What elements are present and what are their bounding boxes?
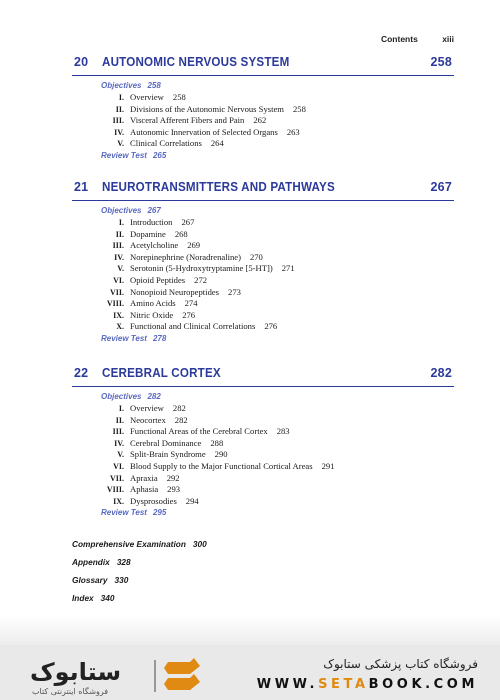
toc-entry[interactable]	[72, 240, 454, 252]
review-test-entry[interactable]	[101, 507, 454, 519]
toc-entry[interactable]	[72, 252, 454, 264]
entry-page: 290	[214, 449, 228, 460]
toc-entry[interactable]	[72, 438, 454, 450]
chapter-22	[72, 364, 454, 519]
review-page: 295	[152, 508, 167, 518]
entry-numeral: VIII.	[106, 485, 124, 495]
entry-title: Nonopioid Neuropeptides	[130, 286, 220, 297]
entry-title: Overview	[130, 92, 164, 102]
entry-page: 276	[182, 309, 196, 320]
svg-text:ستابوک: ستابوک	[30, 658, 122, 686]
entry-page: 293	[167, 484, 181, 495]
toc-entry[interactable]	[72, 310, 454, 322]
entry-page: 288	[210, 437, 224, 448]
entry-page: 262	[253, 115, 267, 126]
page-header	[359, 34, 454, 44]
backmatter-page: 328	[116, 557, 131, 567]
chapter-number: 21	[74, 180, 89, 194]
chapter-title: AUTONOMIC NERVOUS SYSTEM	[102, 55, 290, 69]
entry-page: 258	[172, 92, 186, 102]
entry-page: 274	[184, 298, 198, 309]
review-label: Review Test	[101, 333, 147, 343]
entry-title: Opioid Peptides	[130, 274, 186, 285]
section-list	[72, 217, 454, 333]
backmatter-label: Comprehensive Examination	[72, 539, 186, 549]
entry-title: Blood Supply to the Major Functional Cortical Areas	[130, 460, 313, 471]
entry-title: Apraxia	[130, 472, 158, 483]
chapter-page: 267	[430, 180, 452, 194]
entry-numeral: V.	[117, 450, 124, 460]
entry-title: Amino Acids	[130, 298, 176, 309]
backmatter-page: 300	[192, 539, 207, 549]
entry-title: Introduction	[130, 217, 173, 227]
entry-numeral: I.	[118, 404, 124, 413]
entry-numeral: IX.	[113, 310, 124, 320]
toc-entry[interactable]	[72, 275, 454, 287]
toc-entry[interactable]	[72, 461, 454, 473]
objectives-label: Objectives	[101, 392, 142, 401]
objectives-entry[interactable]	[101, 391, 454, 403]
entry-page: 258	[292, 103, 306, 114]
entry-page: 263	[286, 126, 300, 137]
objectives-page: 267	[147, 206, 161, 215]
entry-title: Dysprosodies	[130, 495, 177, 506]
entry-numeral: X.	[116, 322, 124, 332]
entry-numeral: VI.	[113, 461, 124, 471]
objectives-entry[interactable]	[101, 80, 454, 92]
chapter-title: CEREBRAL CORTEX	[102, 366, 221, 380]
objectives-entry[interactable]	[101, 205, 454, 217]
section-list	[72, 403, 454, 507]
backmatter-list	[72, 535, 207, 607]
backmatter-entry[interactable]	[72, 571, 207, 589]
review-test-entry[interactable]	[101, 150, 454, 162]
store-url-link[interactable]	[257, 677, 478, 692]
toc-entry[interactable]	[72, 287, 454, 299]
review-page: 278	[152, 333, 167, 343]
toc-entry[interactable]	[72, 321, 454, 333]
section-list	[72, 92, 454, 150]
entry-page: 271	[281, 263, 295, 274]
entry-numeral: III.	[112, 116, 124, 126]
entry-title: Acetylcholine	[130, 240, 179, 251]
entry-page: 276	[264, 321, 278, 332]
toc-entry[interactable]	[72, 473, 454, 485]
entry-numeral: III.	[112, 427, 124, 437]
logo-tagline: فروشگاه اینترنتی کتاب	[32, 687, 109, 696]
header-title: Contents	[380, 34, 418, 44]
entry-page: 282	[174, 414, 188, 425]
url-prefix: WWW.	[256, 677, 319, 692]
entry-title: Norepinephrine (Noradrenaline)	[130, 251, 241, 262]
toc-entry[interactable]	[72, 229, 454, 241]
toc-entry[interactable]	[72, 403, 454, 415]
backmatter-entry[interactable]	[72, 535, 207, 553]
chapter-20	[72, 53, 454, 162]
backmatter-label: Index	[72, 593, 94, 603]
entry-title: Serotonin (5-Hydroxytryptamine [5-HT])	[130, 263, 273, 274]
chapter-heading[interactable]	[72, 364, 454, 387]
chapter-21	[72, 178, 454, 345]
entry-numeral: IV.	[114, 252, 124, 262]
chapter-number: 20	[74, 55, 89, 69]
entry-numeral: II.	[115, 415, 124, 425]
entry-numeral: IV.	[114, 438, 124, 448]
chapter-number: 22	[74, 366, 89, 380]
entry-page: 272	[194, 274, 208, 285]
entry-page: 264	[210, 138, 224, 149]
entry-page: 282	[172, 403, 186, 413]
entry-title: Nitric Oxide	[130, 309, 174, 320]
objectives-page: 258	[147, 81, 161, 90]
entry-title: Functional Areas of the Cerebral Cortex	[130, 426, 268, 437]
entry-numeral: VI.	[113, 275, 124, 285]
chapter-heading[interactable]	[72, 53, 454, 76]
store-name: فروشگاه کتاب پزشکی ستابوک	[323, 657, 478, 671]
toc-entry[interactable]	[72, 415, 454, 427]
entry-title: Split-Brain Syndrome	[130, 449, 206, 460]
objectives-label: Objectives	[101, 81, 142, 90]
backmatter-page: 340	[100, 593, 115, 603]
entry-page: 268	[174, 228, 188, 239]
backmatter-label: Glossary	[72, 575, 108, 585]
entry-numeral: VIII.	[106, 299, 124, 309]
review-test-entry[interactable]	[101, 333, 454, 345]
chapter-title: NEUROTRANSMITTERS AND PATHWAYS	[102, 180, 335, 194]
entry-numeral: V.	[117, 264, 124, 274]
entry-page: 273	[228, 286, 241, 297]
entry-page: 292	[166, 472, 180, 483]
objectives-label: Objectives	[101, 206, 142, 215]
entry-title: Autonomic Innervation of Selected Organs	[130, 126, 278, 137]
entry-title: Functional and Clinical Correlations	[130, 321, 256, 332]
toc-entry[interactable]	[72, 298, 454, 310]
entry-title: Aphasia	[130, 484, 159, 495]
url-suffix: BOOK.COM	[368, 677, 478, 692]
toc-entry[interactable]	[72, 263, 454, 275]
backmatter-page: 330	[114, 575, 129, 585]
backmatter-entry[interactable]	[72, 553, 207, 571]
entry-numeral: IX.	[113, 496, 124, 506]
toc-entry[interactable]	[72, 217, 454, 229]
chapter-heading[interactable]	[72, 178, 454, 201]
entry-numeral: VII.	[109, 473, 124, 483]
entry-page: 270	[249, 251, 263, 262]
entry-numeral: III.	[112, 241, 124, 251]
entry-title: Cerebral Dominance	[130, 437, 202, 448]
entry-numeral: I.	[118, 93, 124, 102]
toc-entry[interactable]	[72, 496, 454, 508]
entry-numeral: IV.	[114, 127, 124, 137]
toc-entry[interactable]	[72, 449, 454, 461]
entry-title: Dopamine	[130, 228, 166, 239]
backmatter-entry[interactable]	[72, 589, 207, 607]
chapter-page: 282	[430, 366, 452, 380]
entry-page: 291	[321, 460, 335, 471]
header-page-number: xiii	[442, 34, 454, 44]
review-label: Review Test	[101, 508, 147, 518]
entry-numeral: VII.	[109, 287, 124, 297]
toc-entry[interactable]	[72, 115, 454, 127]
entry-title: Overview	[130, 403, 164, 413]
toc-entry[interactable]	[72, 92, 454, 104]
entry-title: Visceral Afferent Fibers and Pain	[130, 115, 245, 126]
entry-page: 269	[187, 240, 201, 251]
entry-numeral: I.	[118, 218, 124, 227]
toc-entry[interactable]	[72, 127, 454, 139]
entry-title: Divisions of the Autonomic Nervous System	[130, 103, 284, 114]
entry-numeral: II.	[115, 104, 124, 114]
chapter-page: 258	[430, 55, 452, 69]
toc-entry[interactable]	[72, 104, 454, 116]
entry-page: 267	[181, 217, 195, 227]
toc-entry[interactable]	[72, 138, 454, 150]
url-accent: SETA	[318, 677, 369, 692]
page-shadow	[0, 615, 500, 645]
toc-entry[interactable]	[72, 484, 454, 496]
entry-page: 294	[185, 495, 199, 506]
review-label: Review Test	[101, 150, 147, 160]
footer-banner	[0, 645, 500, 700]
toc-entry[interactable]	[72, 426, 454, 438]
entry-page: 283	[276, 426, 290, 437]
objectives-page: 282	[147, 392, 161, 401]
review-page: 265	[152, 150, 167, 160]
entry-numeral: V.	[117, 139, 124, 149]
entry-title: Neocortex	[130, 414, 166, 425]
setabook-logo-icon[interactable]	[18, 654, 208, 698]
entry-title: Clinical Correlations	[130, 138, 202, 149]
entry-numeral: II.	[115, 229, 124, 239]
backmatter-label: Appendix	[72, 557, 110, 567]
